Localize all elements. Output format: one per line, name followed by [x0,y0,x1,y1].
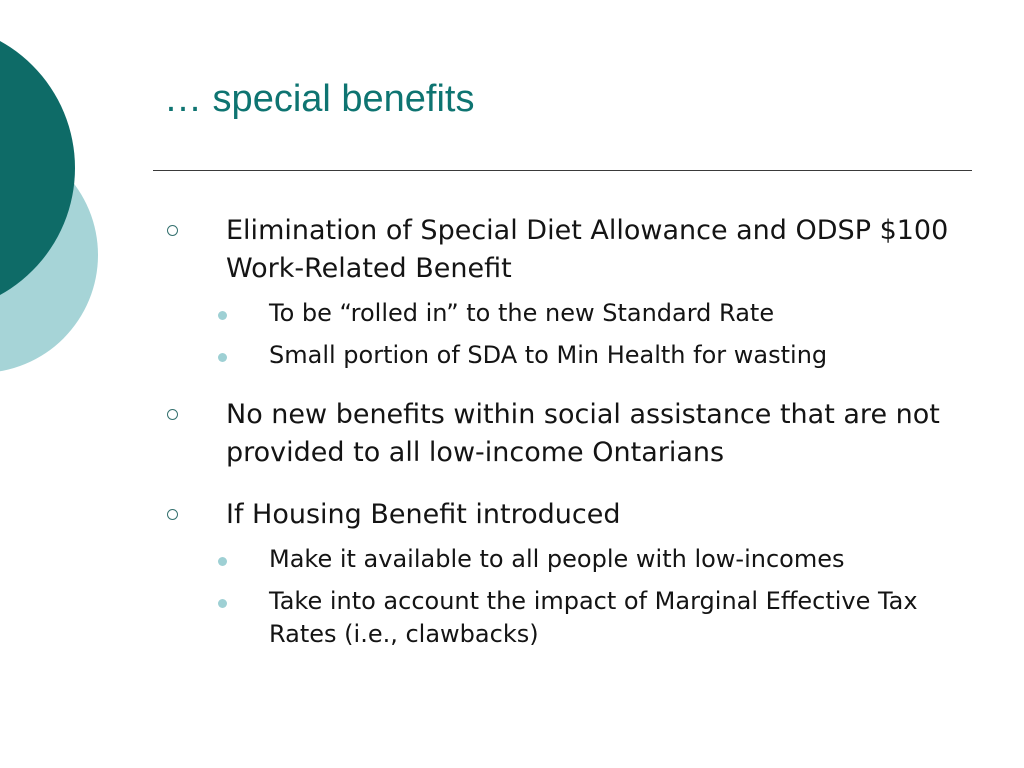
sub-bullet-item [226,297,982,330]
hollow-circle-bullet-icon [167,509,178,520]
sub-bullet-list [226,297,982,372]
sub-bullet-item [226,339,982,372]
sub-bullet-text: Make it available to all people with low-incomes [269,545,845,573]
bullet-item [162,496,982,651]
bullet-text: Elimination of Special Diet Allowance and ODSP $100 Work-Related Benefit [226,215,949,284]
decorative-circles [0,0,110,420]
bullet-item [162,396,982,472]
hollow-circle-bullet-icon [167,409,178,420]
sub-bullet-list [226,543,982,651]
dot-bullet-icon [218,353,227,362]
sub-bullet-text: Take into account the impact of Marginal Effective Tax Rates (i.e., clawbacks) [269,587,918,648]
slide-title: … special benefits [164,78,475,120]
title-divider [153,170,972,171]
dot-bullet-icon [218,557,227,566]
sub-bullet-item [226,543,982,576]
bullet-item [162,212,982,372]
bullet-text: If Housing Benefit introduced [226,499,621,530]
hollow-circle-bullet-icon [167,225,178,236]
bullet-text: No new benefits within social assistance that are not provided to all low-income Ontarians [226,399,940,468]
sub-bullet-text: Small portion of SDA to Min Health for wasting [269,341,828,369]
slide-body [162,212,982,675]
dot-bullet-icon [218,599,227,608]
sub-bullet-text: To be “rolled in” to the new Standard Rate [269,299,775,327]
sub-bullet-item [226,585,982,651]
dot-bullet-icon [218,311,227,320]
